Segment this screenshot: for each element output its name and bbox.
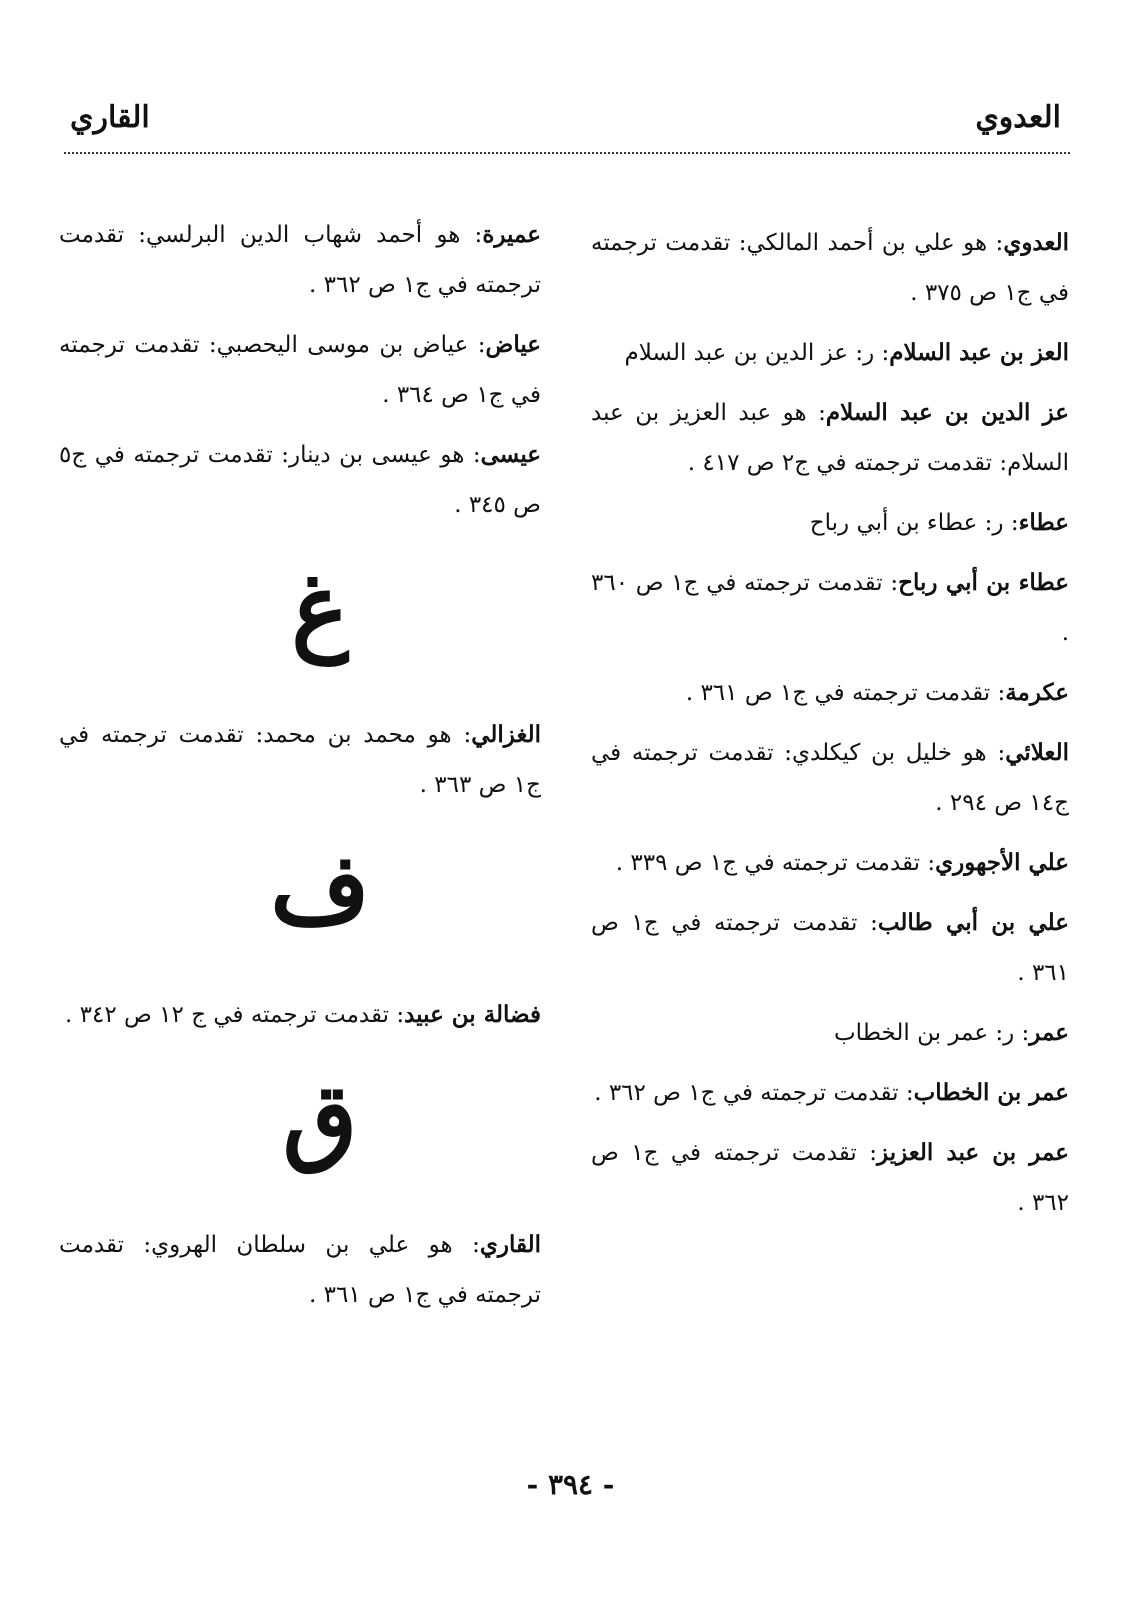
header-divider [64,152,1070,154]
entry-text: عياض بن موسى اليحصبي: تقدمت ترجمته في ج١ ص ٣٦٤ . [59,332,541,408]
entry-text: تقدمت ترجمته في ج١ ص ٣٣٩ . [615,850,921,876]
entry-text: تقدمت ترجمته في ج١ ص ٣٦٢ . [591,1140,1069,1216]
entry-term: عكرمة [1005,679,1069,706]
entry-term: العز بن عبد السلام [889,339,1069,366]
index-entry [591,1008,1069,1058]
index-entry [591,498,1069,548]
section-letter-ghain: غ [291,552,349,665]
entry-separator: : [452,1232,480,1258]
entry-term: عمر بن عبد العزيز [877,1139,1070,1166]
left-column [59,210,541,1330]
entry-separator: : [468,332,486,358]
entry-separator: : [874,340,890,366]
entry-separator: : [389,1002,405,1028]
index-entry [591,328,1069,378]
entry-term: فضالة بن عبيد [404,1001,541,1028]
entry-separator: : [882,570,899,596]
index-entry [591,898,1069,998]
running-head-left: القاري [70,100,150,135]
entry-text: ر: عطاء بن أبي رباح [809,510,1004,536]
entry-separator: : [857,910,878,936]
entry-separator: : [986,740,1006,766]
entry-text: تقدمت ترجمته في ج١ ص ٣٦٢ . [594,1080,899,1106]
index-entry [59,430,541,530]
entry-term: القاري [479,1231,542,1258]
entry-separator: : [451,722,472,748]
entry-separator: : [464,442,481,468]
entry-text: ر: عز الدين بن عبد السلام [624,340,875,366]
entry-term: العدوي [1003,229,1069,256]
index-entry [591,728,1069,828]
index-entry [59,990,541,1040]
index-entry [59,320,541,420]
entry-term: عطاء [1018,509,1069,536]
entry-term: عميرة [482,221,542,248]
index-entry [591,1128,1069,1228]
entry-group-fa [59,990,541,1040]
entry-group-ghain [59,710,541,810]
right-column [591,218,1069,1238]
entry-text: هو أحمد شهاب الدين البرلسي: تقدمت ترجمته في ج١ ص ٣٦٢ . [59,222,541,298]
entry-text: هو خليل بن كيكلدي: تقدمت ترجمته في ج١٤ ص ٢٩٤ . [591,740,1069,816]
entry-term: عياض [485,331,542,358]
entry-group-ain [59,210,541,530]
entry-separator: : [856,1140,877,1166]
entry-text: تقدمت ترجمته في ج١ ص ٣٦١ . [591,910,1069,986]
entry-term: الغزالي [471,721,541,748]
index-entry [59,210,541,310]
index-entry [591,388,1069,488]
entry-separator: : [898,1080,914,1106]
entry-term: عيسى [480,441,541,468]
entry-term: عمر بن الخطاب [913,1079,1069,1106]
page-number: - ٣٩٤ - [526,1468,615,1501]
index-entry [591,558,1069,658]
entry-text: تقدمت ترجمته في ج ١٢ ص ٣٤٢ . [65,1002,390,1028]
index-entry [591,668,1069,718]
entry-text: ر: عمر بن الخطاب [834,1020,1015,1046]
entry-term: العلائي [1005,739,1069,766]
entry-separator: : [1014,1020,1030,1046]
entry-separator: : [987,230,1004,256]
entry-text: هو عيسى بن دينار: تقدمت ترجمته في ج٥ ص ٣٤٥ . [59,442,541,518]
entry-text: هو عبد العزيز بن عبد السلام: تقدمت ترجمته في ج٢ ص ٤١٧ . [591,400,1069,476]
index-entry [591,838,1069,888]
entry-text: تقدمت ترجمته في ج١ ص ٣٦١ . [685,680,991,706]
entry-term: عمر [1029,1019,1069,1046]
entry-text: هو علي بن سلطان الهروي: تقدمت ترجمته في ج١ ص ٣٦١ . [59,1232,541,1308]
entry-separator: : [460,222,483,248]
entry-text: هو علي بن أحمد المالكي: تقدمت ترجمته في ج١ ص ٣٧٥ . [591,230,1069,306]
entry-term: علي الأجهوري [935,849,1069,876]
section-letter-fa: ف [270,832,370,945]
entry-separator: : [1003,510,1019,536]
section-letter-qaf: ق [282,1062,358,1175]
entry-group-qaf [59,1220,541,1320]
entry-term: عز الدين بن عبد السلام [825,399,1069,426]
entry-separator: : [920,850,936,876]
running-head-right: العدوي [975,100,1061,135]
entry-text: تقدمت ترجمته في ج١ ص ٣٦٠ . [591,570,1069,646]
entry-term: عطاء بن أبي رباح [898,569,1070,596]
entry-separator: : [990,680,1006,706]
index-entry [59,1220,541,1320]
index-entry [591,218,1069,318]
entry-text: هو محمد بن محمد: تقدمت ترجمته في ج١ ص ٣٦٣ . [59,722,541,798]
entry-separator: : [806,400,826,426]
index-entry [591,1068,1069,1118]
entry-term: علي بن أبي طالب [877,909,1069,936]
index-entry [59,710,541,810]
